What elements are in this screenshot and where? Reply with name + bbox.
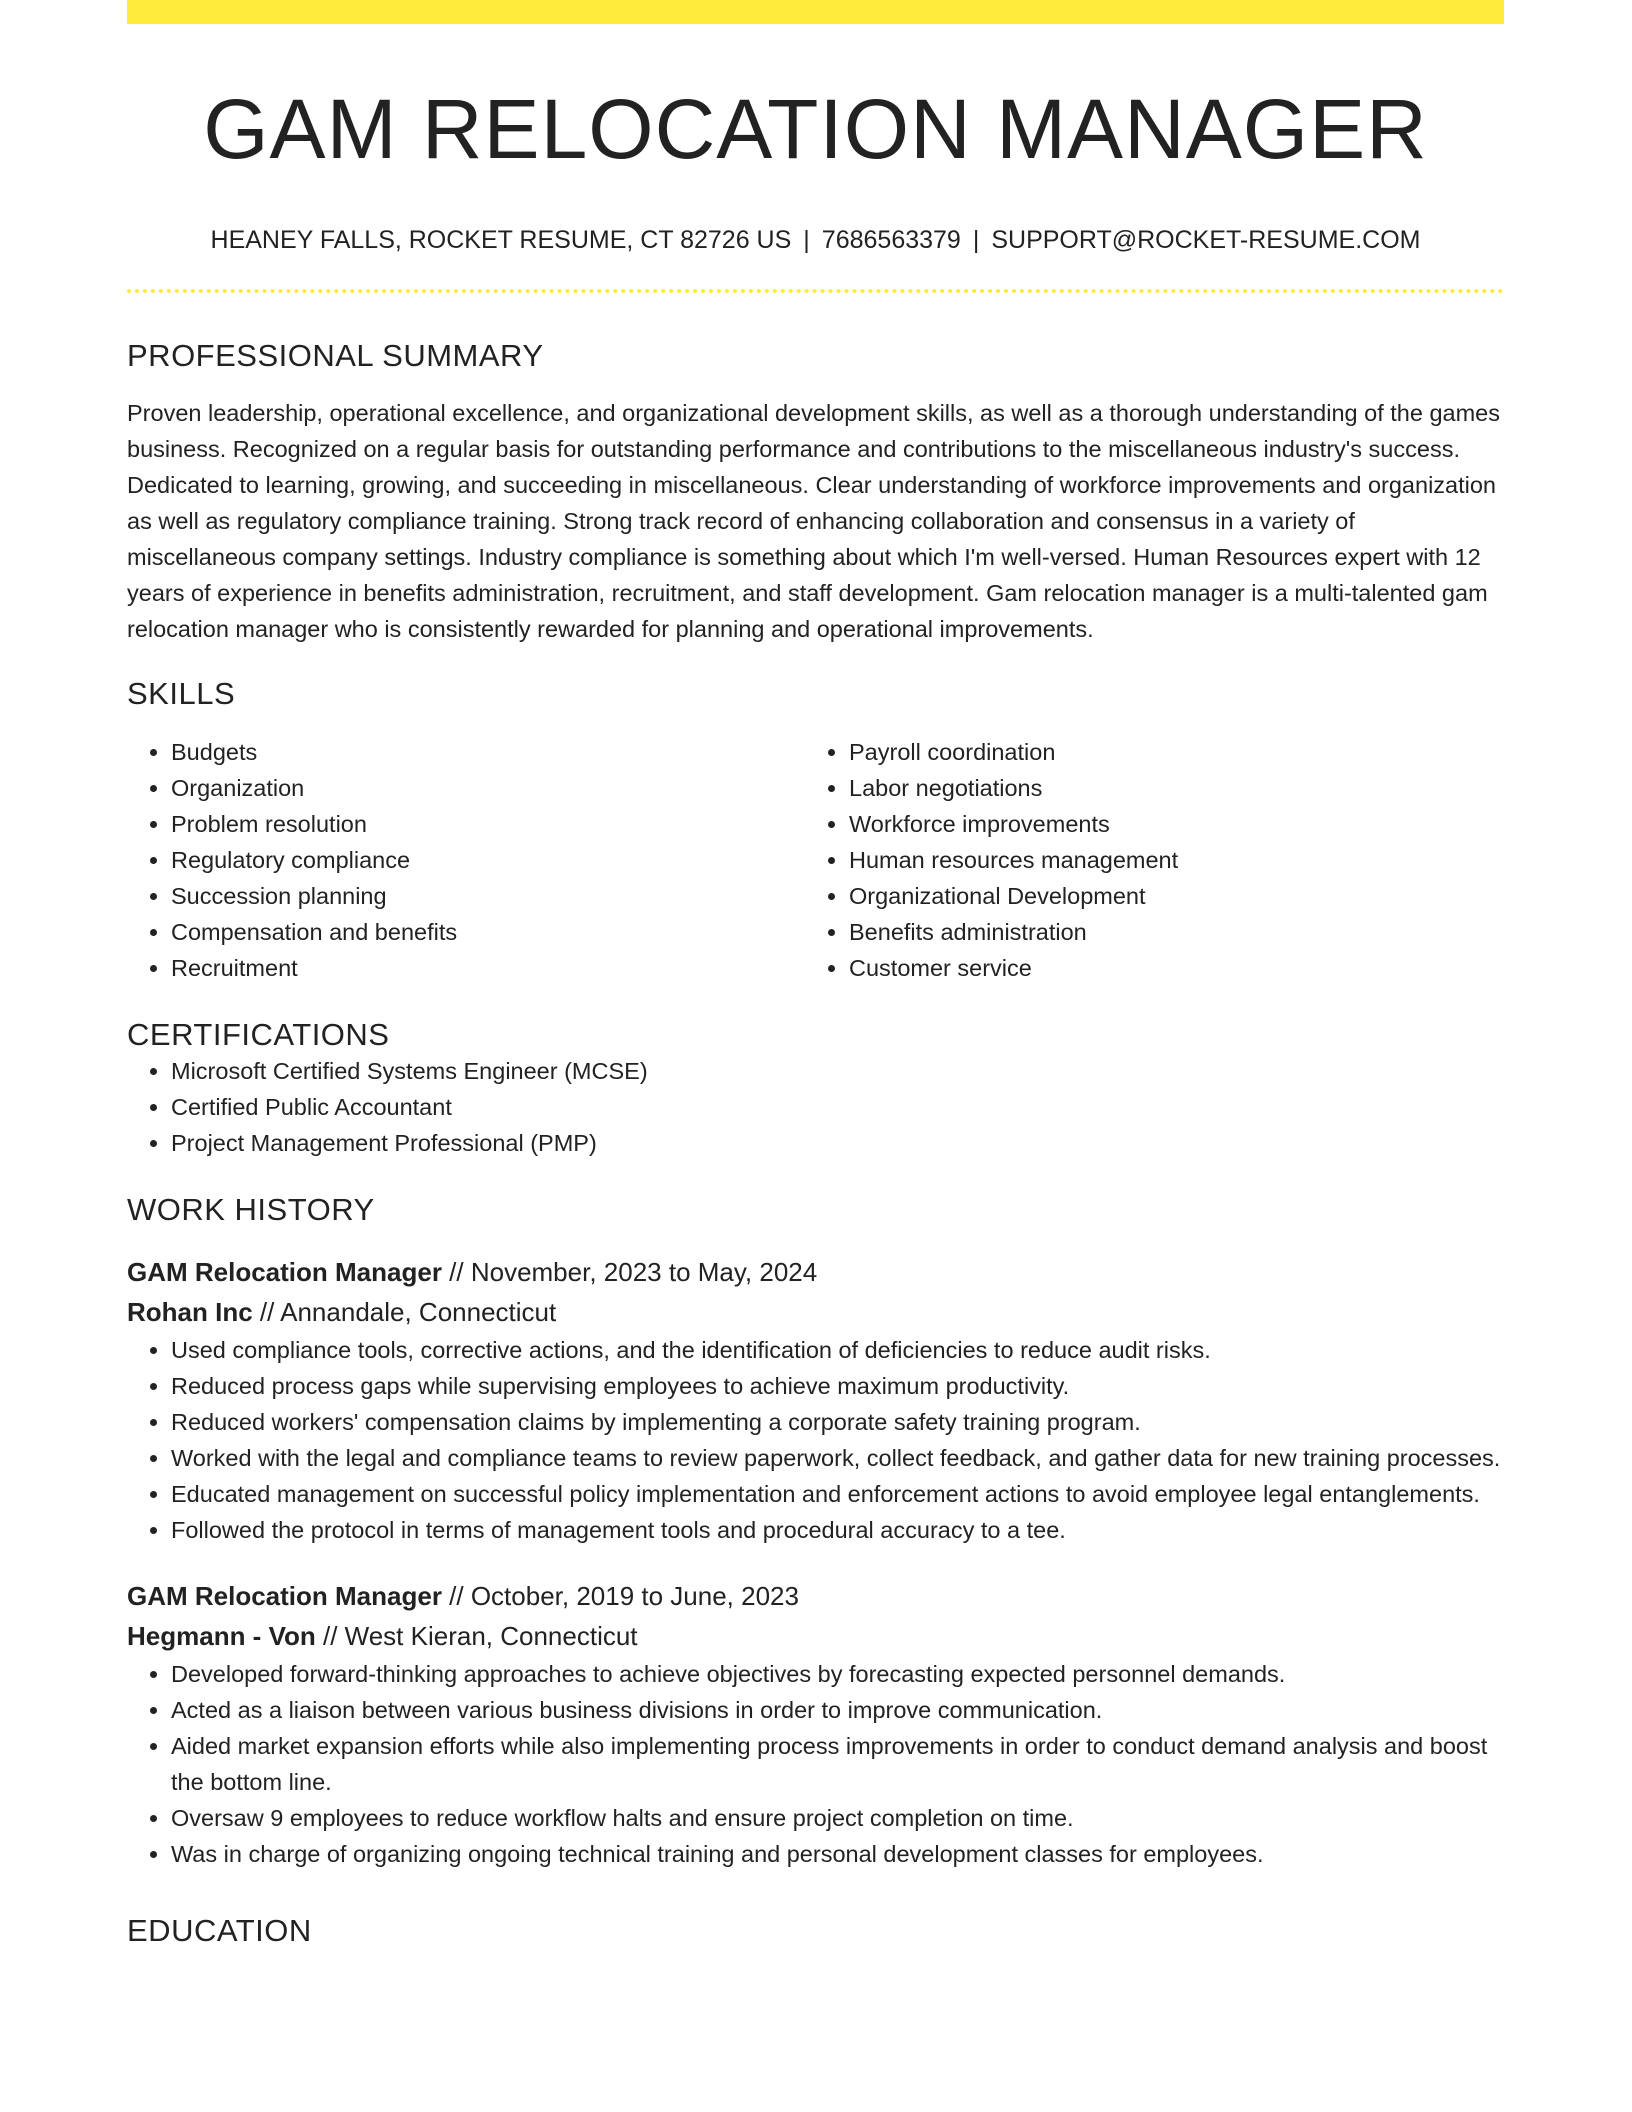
skill-item: • Workforce improvements	[849, 806, 1483, 842]
contact-email: SUPPORT@ROCKET-RESUME.COM	[991, 226, 1421, 255]
skill-item: • Labor negotiations	[849, 770, 1483, 806]
contact-phone: 7686563379	[821, 226, 961, 255]
accent-top-bar	[127, 0, 1504, 24]
contact-separator: |	[972, 226, 980, 255]
job-bullet: • Developed forward-thinking approaches to achieve objectives by forecasting expected personnel demands.	[171, 1656, 1504, 1692]
contact-address: HEANEY FALLS, ROCKET RESUME, CT 82726 US	[210, 226, 792, 255]
job-role: GAM Relocation Manager	[127, 1581, 442, 1612]
job-bullet-list	[127, 1332, 1504, 1548]
skills-heading: SKILLS	[127, 675, 236, 711]
summary-heading: PROFESSIONAL SUMMARY	[127, 338, 544, 374]
skill-item: • Human resources management	[849, 842, 1483, 878]
job-company: Hegmann - Von	[127, 1621, 316, 1652]
skill-item: • Payroll coordination	[849, 734, 1483, 770]
certifications-heading: CERTIFICATIONS	[127, 1016, 390, 1052]
skills-left-list	[127, 734, 805, 986]
job-dates: // October, 2019 to June, 2023	[441, 1581, 799, 1612]
job-bullet: • Was in charge of organizing ongoing technical training and personal development classes for employees.	[171, 1836, 1504, 1872]
job-title-line	[127, 1252, 1504, 1292]
contact-separator: |	[803, 226, 810, 255]
skill-item: • Customer service	[849, 950, 1483, 986]
job-title-line	[127, 1576, 1504, 1616]
skills-right-list	[805, 734, 1483, 986]
skill-item: • Budgets	[171, 734, 805, 770]
job-bullet: • Oversaw 9 employees to reduce workflow halts and ensure project completion on time.	[171, 1800, 1504, 1836]
job-bullet: • Aided market expansion efforts while also implementing process improvements in order to conduct demand analysis and boost the bottom line.	[171, 1728, 1504, 1800]
certification-item: • Project Management Professional (PMP)	[171, 1125, 1504, 1161]
skill-item: • Succession planning	[171, 878, 805, 914]
job-company-line	[127, 1292, 1504, 1332]
skill-item: • Organizational Development	[849, 878, 1483, 914]
job-bullet: • Worked with the legal and compliance teams to review paperwork, collect feedback, and gather data for new training processes.	[171, 1440, 1504, 1476]
work-history-heading: WORK HISTORY	[127, 1191, 375, 1227]
job-bullet: • Followed the protocol in terms of management tools and procedural accuracy to a tee.	[171, 1512, 1504, 1548]
skills-grid	[127, 734, 1504, 986]
job-location: // West Kieran, Connecticut	[315, 1621, 638, 1652]
skill-item: • Problem resolution	[171, 806, 805, 842]
skill-item: • Organization	[171, 770, 805, 806]
education-heading: EDUCATION	[127, 1913, 312, 1949]
skill-item: • Benefits administration	[849, 914, 1483, 950]
contact-line	[127, 225, 1504, 255]
job-role: GAM Relocation Manager	[127, 1257, 442, 1288]
skill-item: • Compensation and benefits	[171, 914, 805, 950]
summary-text: Proven leadership, operational excellence, and organizational development skills, as well as a thorough understanding of the games business. Recognized on a regular basis for outstanding performance and contributions to the miscellaneous industry's success. Dedicated to learning, growing, and succeeding in miscellaneous. Clear understanding of workforce improvements and organization as well as regulatory compliance training. Strong track record of enhancing collaboration and consensus in a variety of miscellaneous company settings. Industry compliance is something about which I'm well-versed. Human Resources expert with 12 years of experience in benefits administration, recruitment, and staff development. Gam relocation manager is a multi-talented gam relocation manager who is consistently rewarded for planning and operational improvements.	[127, 399, 1500, 642]
job-bullet: • Reduced process gaps while supervising employees to achieve maximum productivity.	[171, 1368, 1504, 1404]
job-company: Rohan Inc	[127, 1297, 253, 1328]
certifications-list	[127, 1053, 1504, 1161]
job-bullet: • Used compliance tools, corrective actions, and the identification of deficiencies to reduce audit risks.	[171, 1332, 1504, 1368]
job-dates: // November, 2023 to May, 2024	[441, 1257, 818, 1288]
resume-page	[127, 0, 1504, 1949]
resume-name: GAM RELOCATION MANAGER	[203, 82, 1428, 176]
job-bullet-list	[127, 1656, 1504, 1872]
job-location: // Annandale, Connecticut	[252, 1297, 557, 1328]
skill-item: • Recruitment	[171, 950, 805, 986]
job-company-line	[127, 1616, 1504, 1656]
job-bullet: • Educated management on successful policy implementation and enforcement actions to avoid employee legal entanglements.	[171, 1476, 1504, 1512]
certification-item: • Certified Public Accountant	[171, 1089, 1504, 1125]
job-bullet: • Reduced workers' compensation claims by implementing a corporate safety training program.	[171, 1404, 1504, 1440]
certification-item: • Microsoft Certified Systems Engineer (MCSE)	[171, 1053, 1504, 1089]
dotted-divider	[127, 289, 1504, 293]
job-bullet: • Acted as a liaison between various business divisions in order to improve communication.	[171, 1692, 1504, 1728]
skill-item: • Regulatory compliance	[171, 842, 805, 878]
